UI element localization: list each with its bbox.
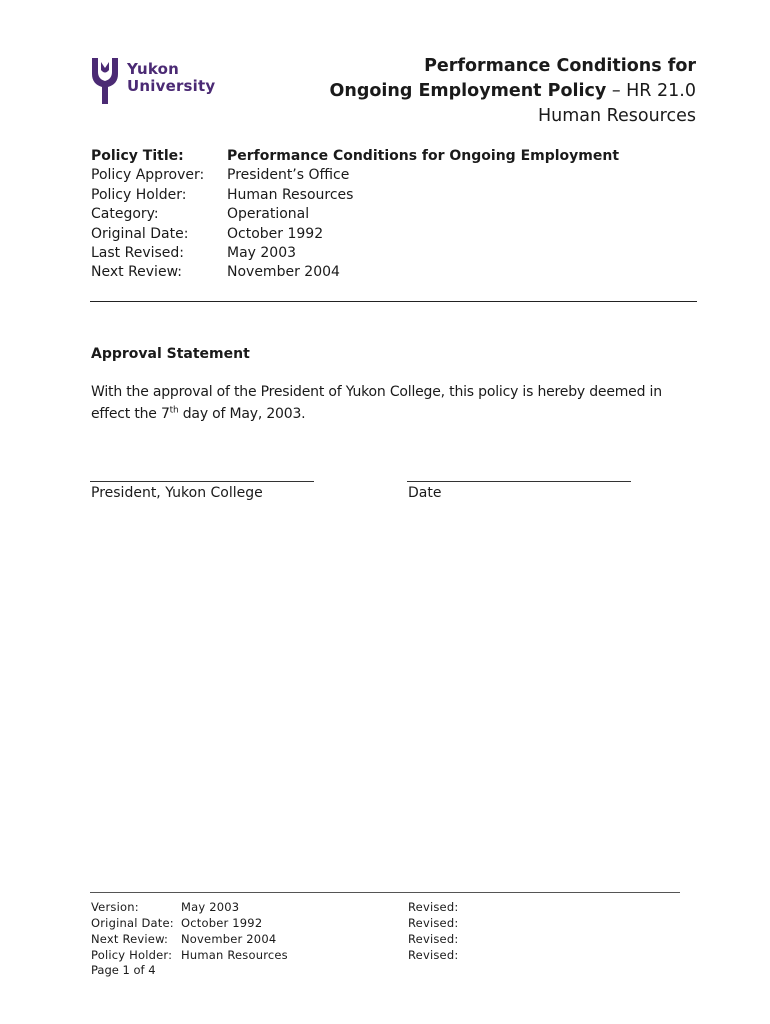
footer-row-original-date (91, 915, 458, 931)
meta-value: May 2003 (227, 245, 297, 262)
meta-value: Performance Conditions for Ongoing Employment (227, 148, 620, 164)
footer-revised: Revised: (408, 916, 459, 930)
meta-label: Next Review: (91, 264, 182, 281)
header-divider (90, 301, 697, 302)
footer-label: Policy Holder: (91, 948, 173, 962)
footer-label: Original Date: (91, 916, 174, 930)
yukon-university-logo (90, 56, 215, 106)
logo-line-1: Yukon (127, 60, 180, 78)
meta-value: President’s Office (227, 167, 350, 184)
footer-info (91, 899, 458, 963)
document-title-line-2 (330, 79, 697, 104)
footer-row-next-review (91, 931, 458, 947)
meta-label: Policy Approver: (91, 167, 205, 184)
meta-label: Policy Title: (91, 148, 184, 164)
footer-value: October 1992 (181, 916, 263, 930)
footer-label: Version: (91, 900, 139, 914)
meta-row-category (91, 205, 619, 224)
footer-value: November 2004 (181, 932, 277, 946)
footer-label: Next Review: (91, 932, 169, 946)
yukon-university-logo-icon (90, 56, 120, 106)
meta-row-original-date (91, 225, 619, 244)
footer-value: May 2003 (181, 900, 240, 914)
document-title-block (330, 54, 697, 129)
document-title-bold: Ongoing Employment Policy (329, 81, 607, 101)
logo-wordmark (127, 61, 215, 95)
approval-text-part-1: With the approval of the President of Yukon College, this policy is hereby deemed in effect the 7 (91, 384, 662, 422)
meta-value: November 2004 (227, 264, 340, 281)
ordinal-suffix: th (169, 405, 179, 416)
approval-heading: Approval Statement (91, 346, 250, 362)
meta-value: Operational (227, 206, 310, 223)
meta-row-policy-approver (91, 166, 619, 185)
signature-label: President, Yukon College (91, 485, 263, 501)
footer-revised: Revised: (408, 932, 459, 946)
footer-revised: Revised: (408, 948, 459, 962)
date-line (407, 481, 631, 482)
meta-label: Category: (91, 206, 159, 223)
signature-line (90, 481, 314, 482)
document-title-line-1: Performance Conditions for (424, 56, 696, 76)
meta-row-policy-title (91, 147, 619, 166)
page-number: Page 1 of 4 (91, 963, 156, 977)
meta-value: October 1992 (227, 225, 324, 242)
footer-row-version (91, 899, 458, 915)
approval-statement-text (91, 381, 701, 425)
policy-metadata (91, 147, 619, 283)
department-name: Human Resources (537, 106, 696, 126)
footer-divider (90, 892, 680, 893)
footer-revised: Revised: (408, 900, 459, 914)
meta-value: Human Resources (227, 186, 354, 203)
meta-label: Original Date: (91, 225, 189, 242)
meta-row-last-revised (91, 244, 619, 263)
footer-row-policy-holder (91, 947, 458, 963)
meta-label: Last Revised: (91, 245, 185, 262)
approval-text-part-2: day of May, 2003. (178, 406, 306, 422)
meta-row-next-review (91, 263, 619, 282)
policy-code: – HR 21.0 (606, 81, 696, 101)
footer-value: Human Resources (181, 948, 288, 962)
logo-line-2: University (127, 77, 216, 95)
meta-row-policy-holder (91, 186, 619, 205)
date-label: Date (408, 485, 442, 501)
meta-label: Policy Holder: (91, 186, 187, 203)
